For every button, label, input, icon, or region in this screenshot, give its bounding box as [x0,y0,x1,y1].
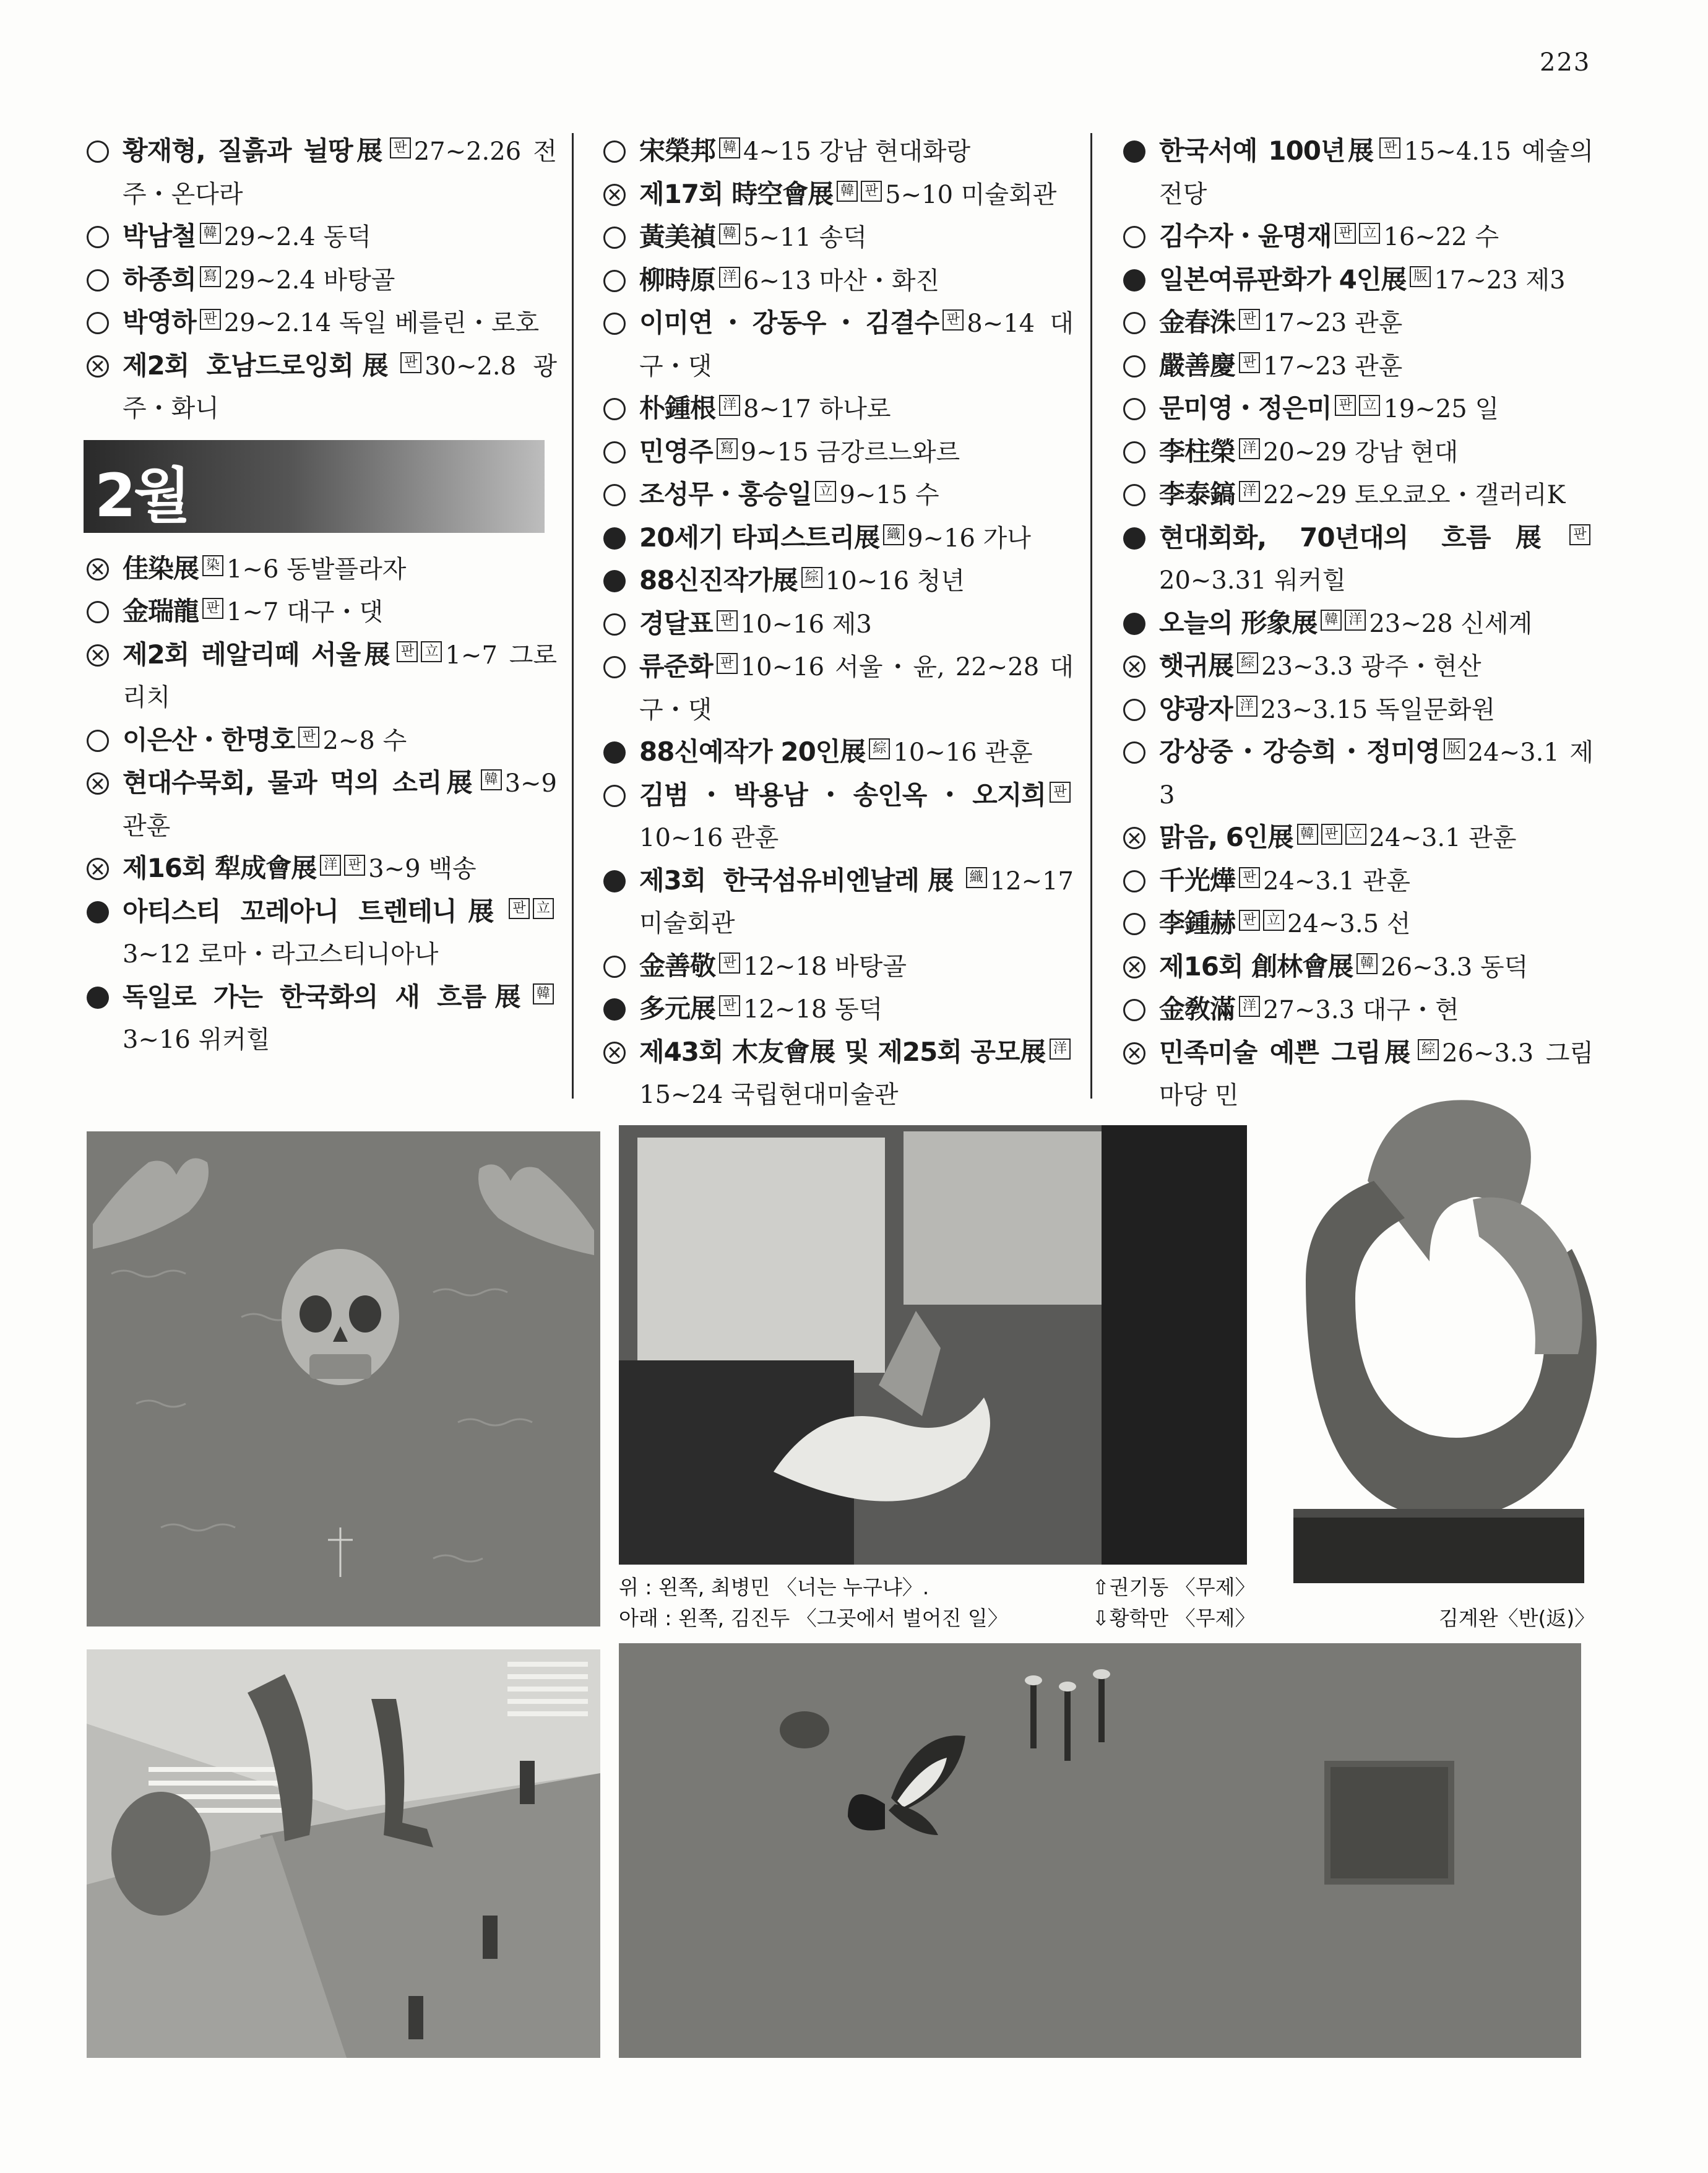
open-circle-icon [1123,484,1145,506]
exhibition-name: 제2회 레알리떼 서울展 [123,639,394,670]
genre-badge: 洋 [320,855,341,876]
genre-badge: 판 [1239,910,1260,931]
caption-line-lower: 아래 : 왼쪽, 김진두 〈그곳에서 벌어진 일〉 [619,1606,1008,1630]
genre-badge: 洋 [1050,1039,1071,1060]
exhibition-dates-venue: 9~15 수 [839,481,939,509]
exhibition-dates-venue: 3~9 백송 [368,855,477,883]
genre-badge: 韓 [1321,610,1342,631]
listing-column-1 [87,130,557,1061]
exhibition-entry [1123,688,1594,732]
genre-badge: 판 [1321,824,1342,845]
genre-badge: 洋 [1236,696,1257,717]
exhibition-entry [603,559,1074,603]
exhibition-entry [87,590,557,634]
exhibition-dates-venue: 3~9 관훈 [123,769,557,840]
exhibition-dates-venue: 5~10 미술회관 [885,180,1057,209]
genre-badge: 韓 [200,223,221,244]
exhibition-dates-venue: 24~3.5 선 [1287,910,1411,938]
exhibition-dates-venue: 24~3.1 제3 [1159,738,1594,810]
genre-badge: 韓 [481,769,502,790]
cross-circle-icon [87,644,109,667]
exhibition-dates-venue: 10~16 관훈 [639,824,779,852]
exhibition-list [87,548,557,1061]
genre-badge: 판 [509,898,530,919]
exhibition-dates-venue: 23~3.3 광주・현산 [1261,652,1482,681]
solid-circle-icon [603,741,626,764]
genre-badge: 立 [1359,395,1380,416]
open-circle-icon [603,785,626,807]
exhibition-dates-venue: 30~2.8 광주・화니 [123,352,557,423]
cross-circle-icon [603,184,626,206]
exhibition-dates-venue: 9~16 가나 [907,524,1031,553]
genre-badge: 판 [1379,137,1400,158]
open-circle-icon [603,398,626,420]
exhibition-entry [603,259,1074,303]
genre-badge: 染 [202,555,223,576]
genre-badge: 판 [344,855,365,876]
exhibition-entry [87,548,557,591]
genre-badge: 韓 [1297,824,1318,845]
open-circle-icon [1123,699,1145,721]
exhibition-name: 류준화 [639,651,713,681]
exhibition-name: 제3회 한국섬유비엔날레展 [639,865,962,896]
exhibition-name: 宋榮邦 [639,136,716,166]
genre-badge: 판 [719,953,740,974]
genre-badge: 立 [421,641,442,662]
open-circle-icon [1123,913,1145,935]
open-circle-icon [603,270,626,292]
exhibition-name: 오늘의 形象展 [1159,607,1318,638]
caption-left [619,1572,1008,1634]
open-circle-icon [1123,870,1145,892]
genre-badge: 洋 [1345,610,1366,631]
caption-line-lower-right: ⇩황학만 〈무제〉 [1092,1606,1256,1630]
open-circle-icon [603,956,626,978]
genre-badge: 綜 [801,567,822,588]
open-circle-icon [87,312,109,334]
open-circle-icon [1123,999,1145,1021]
exhibition-name: 강상중・강승희・정미영 [1159,737,1440,767]
exhibition-dates-venue: 29~2.4 동덕 [223,223,371,251]
open-circle-icon [1123,398,1145,420]
sculpture-image [1269,1082,1652,1602]
genre-badge: 綜 [869,738,890,759]
genre-badge: 綜 [1418,1039,1439,1060]
solid-circle-icon [603,870,626,892]
genre-badge: 판 [397,641,418,662]
exhibition-dates-venue: 27~3.3 대구・현 [1263,996,1459,1024]
exhibition-name: 박남철 [123,221,196,251]
exhibition-entry [603,731,1074,774]
exhibition-dates-venue: 15~4.15 예술의 전당 [1159,137,1594,209]
exhibition-dates-venue: 5~11 송덕 [743,223,867,252]
exhibition-entry [603,173,1074,217]
exhibition-dates-venue: 10~16 제3 [740,610,872,639]
exhibition-name: 金瑞龍 [123,596,199,626]
genre-badge: 판 [1050,782,1071,803]
exhibition-name: 제17회 時空會展 [639,178,834,209]
exhibition-name: 黃美禎 [639,222,716,252]
cross-circle-icon [87,558,109,581]
genre-badge: 洋 [719,267,740,288]
exhibition-entry [87,634,557,719]
listing-column-2 [603,130,1074,1117]
genre-badge: 韓 [719,223,740,244]
exhibition-entry [87,345,557,430]
caption-line-upper: 위 : 왼쪽, 최병민 〈너는 누구냐〉. [619,1575,929,1599]
exhibition-entry [87,719,557,762]
open-circle-icon [87,730,109,752]
exhibition-name: 李泰鎬 [1159,479,1236,509]
exhibition-entry [87,891,557,976]
solid-circle-icon [1123,527,1145,550]
exhibition-entry [87,130,557,215]
genre-badge: 판 [1239,352,1260,373]
genre-badge: 立 [1263,910,1284,931]
genre-badge: 綜 [1237,652,1258,673]
exhibition-dates-venue: 15~24 국립현대미술관 [639,1081,899,1109]
exhibition-name: 20세기 타피스트리展 [639,522,880,553]
exhibition-entry [87,976,557,1061]
exhibition-name: 제2회 호남드로잉회展 [123,350,397,381]
exhibition-name: 제16회 犁成會展 [123,853,317,883]
exhibition-name: 황재형, 질흙과 뉠땅展 [123,136,386,166]
exhibition-name: 金敎滿 [1159,994,1236,1024]
exhibition-dates-venue: 12~18 동덕 [743,995,883,1024]
caption-line-upper-right: ⇧권기동 〈무제〉 [1092,1575,1256,1599]
cross-circle-icon [603,1042,626,1064]
exhibition-entry [603,216,1074,259]
exhibition-dates-venue: 1~6 동발플라자 [226,555,407,584]
genre-badge: 立 [1345,824,1366,845]
exhibition-entry [603,473,1074,517]
genre-badge: 織 [966,867,987,888]
genre-badge: 판 [1569,524,1590,545]
exhibition-entry [87,301,557,345]
page-number: 223 [1540,48,1591,77]
genre-badge: 韓 [1356,953,1378,974]
column-divider [1090,133,1092,1099]
exhibition-dates-venue: 12~18 바탕골 [743,952,907,981]
exhibition-dates-venue: 22~29 토오쿄오・갤러리K [1263,481,1566,509]
exhibition-name: 김수자・윤명재 [1159,221,1332,251]
genre-badge: 판 [200,309,221,330]
exhibition-dates-venue: 3~12 로마・라고스티니아나 [123,940,439,969]
exhibition-entry [1123,130,1594,215]
genre-badge: 版 [1444,738,1465,759]
genre-badge: 판 [717,653,738,674]
genre-badge: 판 [298,727,319,748]
exhibition-name: 현대회화, 70년대의 흐름展 [1159,522,1566,553]
exhibition-name: 88신진작가展 [639,565,798,595]
solid-circle-icon [603,998,626,1021]
exhibition-entry [1123,816,1594,860]
open-circle-icon [1123,441,1145,464]
exhibition-dates-venue: 20~29 강남 현대 [1263,438,1459,467]
exhibition-list [87,130,557,430]
exhibition-dates-venue: 9~15 금강르느와르 [740,438,960,467]
genre-badge: 寫 [717,438,738,459]
exhibition-entry [1123,645,1594,688]
open-circle-icon [1123,312,1145,334]
cross-circle-icon [1123,1042,1145,1065]
open-circle-icon [87,140,109,163]
exhibition-name: 민족미술 예쁜 그림展 [1159,1037,1415,1068]
open-circle-icon [603,441,626,464]
exhibition-entry [1123,215,1594,259]
exhibition-name: 조성무・홍승일 [639,479,812,509]
exhibition-name: 제43회 木友會展 및 제25회 공모展 [639,1036,1046,1067]
exhibition-dates-venue: 6~13 마산・화진 [743,266,940,295]
exhibition-entry [1123,345,1594,388]
exhibition-entry [603,517,1074,560]
artwork-photo-sculpture [1269,1082,1652,1602]
exhibition-name: 일본여류판화가 4인展 [1159,264,1407,295]
open-circle-icon [603,484,626,506]
exhibition-name: 현대수묵회, 물과 먹의 소리展 [123,767,477,798]
exhibition-dates-venue: 26~3.3 동덕 [1381,953,1529,982]
exhibition-dates-venue: 26~3.3 그림마당 민 [1159,1039,1594,1110]
open-circle-icon [87,269,109,292]
exhibition-entry [603,387,1074,431]
exhibition-name: 多元展 [639,993,716,1024]
exhibition-name: 아티스티 꼬레아니 트렌테니展 [123,896,505,927]
genre-badge: 韓 [837,181,858,202]
solid-circle-icon [87,987,109,1009]
genre-badge: 洋 [1239,481,1260,502]
open-circle-icon [87,601,109,623]
exhibition-name: 한국서예 100년展 [1159,136,1376,166]
artwork-photo-abstract-painting [619,1125,1247,1565]
solid-circle-icon [87,901,109,923]
exhibition-entry [1123,473,1594,517]
exhibition-name: 독일로 가는 한국화의 새 흐름展 [123,981,529,1012]
genre-badge: 판 [1239,309,1260,330]
genre-badge: 판 [400,352,421,373]
cross-circle-icon [1123,655,1145,678]
exhibition-entry [603,945,1074,988]
genre-badge: 판 [202,598,223,619]
artwork-photo-collage [87,1649,600,2058]
exhibition-entry [87,215,557,259]
exhibition-name: 朴鍾根 [639,393,716,423]
exhibition-name: 柳時原 [639,264,716,295]
exhibition-dates-venue: 19~25 일 [1383,395,1499,423]
exhibition-dates-venue: 10~16 관훈 [893,738,1033,767]
exhibition-entry [603,130,1074,173]
exhibition-entry [1123,731,1594,816]
genre-badge: 판 [717,610,738,631]
exhibition-dates-venue: 10~16 서울・윤, 22~28 대구・댓 [639,653,1074,724]
open-circle-icon [87,226,109,248]
exhibition-list [603,130,1074,1117]
artwork-photo-butterfly [619,1643,1581,2058]
exhibition-name: 千光燁 [1159,865,1236,896]
exhibition-entry [1123,301,1594,345]
artwork-photo-skull-relief [87,1131,600,1627]
open-circle-icon [1123,355,1145,378]
exhibition-entry [87,259,557,302]
exhibition-name: 88신예작가 20인展 [639,737,866,767]
genre-badge: 판 [719,995,740,1016]
open-circle-icon [603,313,626,335]
genre-badge: 판 [861,181,882,202]
exhibition-entry [1123,902,1594,946]
genre-badge: 韓 [533,983,554,1004]
exhibition-dates-venue: 24~3.1 관훈 [1369,824,1517,852]
open-circle-icon [603,227,626,249]
exhibition-name: 佳染展 [123,553,199,584]
exhibition-entry [603,603,1074,646]
exhibition-dates-venue: 17~23 관훈 [1263,309,1403,337]
solid-circle-icon [1123,269,1145,292]
open-circle-icon [603,140,626,163]
cross-circle-icon [87,772,109,795]
solid-circle-icon [1123,613,1145,635]
exhibition-dates-venue: 27~2.26 전주・온다라 [123,137,557,209]
exhibition-name: 민영주 [639,436,713,467]
open-circle-icon [603,656,626,678]
exhibition-dates-venue: 12~17 미술회관 [639,866,1074,938]
exhibition-name: 李柱榮 [1159,436,1236,467]
caption-sculpture: 김계완〈반(返)〉 [1439,1606,1595,1630]
exhibition-entry [603,1031,1074,1117]
genre-badge: 판 [1335,395,1356,416]
exhibition-dates-venue: 29~2.4 바탕골 [223,266,395,295]
genre-badge: 洋 [1239,438,1260,459]
exhibition-entry [87,847,557,891]
cross-circle-icon [87,858,109,880]
exhibition-entry [603,860,1074,945]
skull-relief-image [87,1131,600,1627]
genre-badge: 寫 [200,266,221,287]
exhibition-name: 박영하 [123,307,196,337]
exhibition-entry [603,302,1074,387]
exhibition-entry [603,431,1074,474]
exhibition-name: 하종희 [123,264,196,295]
exhibition-entry [1123,387,1594,431]
exhibition-dates-venue: 4~15 강남 현대화랑 [743,137,971,166]
exhibition-dates-venue: 17~23 관훈 [1263,352,1403,381]
exhibition-name: 문미영・정은미 [1159,393,1332,423]
open-circle-icon [603,613,626,636]
exhibition-dates-venue: 24~3.1 관훈 [1263,866,1411,896]
exhibition-dates-venue: 1~7 대구・댓 [226,598,384,626]
exhibition-name: 이은산・한명호 [123,724,295,755]
abstract-painting-image [619,1125,1247,1565]
genre-badge: 立 [533,898,554,919]
exhibition-name: 제16회 創林會展 [1159,951,1353,982]
exhibition-name: 맑음, 6인展 [1159,822,1293,852]
exhibition-dates-venue: 23~28 신세계 [1369,609,1533,638]
genre-badge: 版 [1410,266,1431,287]
exhibition-entry [1123,946,1594,989]
exhibition-dates-venue: 16~22 수 [1383,223,1499,251]
exhibition-dates-venue: 17~23 제3 [1434,266,1566,295]
genre-badge: 판 [390,137,411,158]
open-circle-icon [1123,226,1145,248]
exhibition-dates-venue: 2~8 수 [322,726,407,755]
exhibition-entry [603,774,1074,860]
exhibition-name: 햇귀展 [1159,650,1234,681]
genre-badge: 판 [942,309,964,330]
listing-column-3 [1123,130,1594,1117]
exhibition-entry [1123,860,1594,903]
genre-badge: 韓 [719,137,740,158]
butterfly-image [619,1643,1581,2058]
solid-circle-icon [603,570,626,592]
exhibition-dates-venue: 20~3.31 워커힐 [1159,566,1347,595]
genre-badge: 판 [1335,223,1356,244]
exhibition-list [1123,130,1594,1117]
month-heading-band [84,440,545,533]
open-circle-icon [1123,741,1145,764]
cross-circle-icon [1123,827,1145,849]
collage-image [87,1649,600,2058]
exhibition-entry [1123,988,1594,1032]
exhibition-entry [1123,517,1594,602]
column-divider [572,133,574,1099]
exhibition-dates-venue: 29~2.14 독일 베를린・로호 [223,309,540,337]
genre-badge: 織 [883,524,904,545]
genre-badge: 立 [815,481,836,502]
exhibition-dates-venue: 8~17 하나로 [743,395,891,423]
exhibition-dates-venue: 23~3.15 독일문화원 [1260,695,1496,724]
genre-badge: 洋 [719,395,740,416]
genre-badge: 판 [1239,867,1260,888]
exhibition-entry [1123,259,1594,302]
exhibition-name: 金春洙 [1159,307,1236,337]
exhibition-name: 양광자 [1159,693,1233,724]
month-heading: 2월 [95,460,189,530]
exhibition-name: 경달표 [639,608,713,639]
exhibition-name: 金善敬 [639,950,716,981]
exhibition-dates-venue: 1~7 그로리치 [123,641,557,712]
solid-circle-icon [603,527,626,550]
exhibition-entry [603,988,1074,1031]
genre-badge: 洋 [1239,996,1260,1017]
exhibition-dates-venue: 8~14 대구・댓 [639,309,1074,381]
solid-circle-icon [1123,140,1145,163]
exhibition-entry [1123,431,1594,474]
exhibition-entry [87,762,557,847]
exhibition-entry [1123,602,1594,646]
exhibition-name: 嚴善慶 [1159,350,1236,381]
exhibition-dates-venue: 3~16 위커힐 [123,1026,270,1054]
exhibition-dates-venue: 10~16 청년 [825,567,965,595]
exhibition-name: 李鍾赫 [1159,908,1236,938]
exhibition-name: 이미연・강동우・김결수 [639,308,939,338]
exhibition-entry [603,646,1074,731]
genre-badge: 立 [1359,223,1380,244]
exhibition-name: 김범・박용남・송인옥・오지희 [639,779,1046,810]
caption-right [1092,1572,1256,1634]
cross-circle-icon [87,355,109,378]
cross-circle-icon [1123,956,1145,978]
